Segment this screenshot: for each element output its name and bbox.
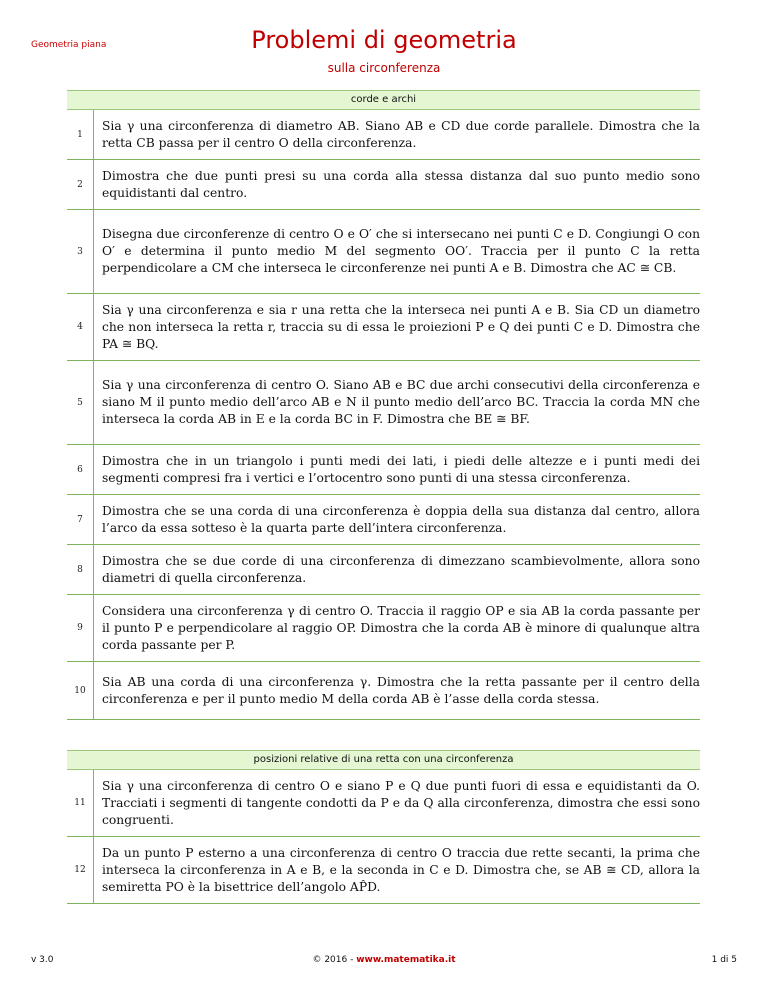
section-corde-archi (67, 90, 700, 720)
problem-text: Dimostra che due punti presi su una corda alla stessa distanza dal suo punto medio sono equidistanti dal centro. (102, 168, 700, 200)
problem-number: 1 (67, 110, 94, 159)
problem-text: Disegna due circonferenze di centro O e O′ che si intersecano nei punti C e D. Congiungi O con O′ e determina il punto medio M del segmento OO′. Traccia per il punto C la retta perpendicolare a CM che interseca le circonferenze nei punti A e B. Dimostra che AC ≅ CB. (102, 227, 700, 275)
problem-row (67, 110, 700, 160)
footer-copyright (0, 955, 768, 965)
problem-number: 7 (67, 495, 94, 544)
problem-number: 9 (67, 595, 94, 661)
problem-number: 4 (67, 294, 94, 360)
page-title: Problemi di geometria (251, 26, 517, 54)
problem-row (67, 545, 700, 595)
problem-row (67, 770, 700, 837)
problem-row (67, 160, 700, 210)
problem-row (67, 294, 700, 361)
problem-row (67, 662, 700, 720)
page-subtitle: sulla circonferenza (327, 61, 441, 75)
problem-row (67, 445, 700, 495)
problem-text: Dimostra che se due corde di una circonferenza di dimezzano scambievolmente, allora sono diametri di quella circonferenza. (102, 553, 700, 585)
problem-text: Sia AB una corda di una circonferenza γ. Dimostra che la retta passante per il centro della circonferenza e per il punto medio M della corda AB è l’asse della corda stessa. (102, 674, 700, 706)
problem-number: 12 (67, 837, 94, 903)
problem-text: Sia γ una circonferenza di centro O e siano P e Q due punti fuori di essa e equidistanti da O. Tracciati i segmenti di tangente condotti da P e da Q alla circonferenza, dimostra che essi sono congruenti. (102, 778, 700, 827)
problem-row (67, 595, 700, 662)
problem-number: 6 (67, 445, 94, 494)
section-posizioni-relative (67, 750, 700, 904)
problem-number: 5 (67, 361, 94, 444)
page-number: 1 di 5 (711, 955, 737, 965)
problem-text: Dimostra che se una corda di una circonferenza è doppia della sua distanza dal centro, allora l’arco da essa sotteso è la quarta parte dell’intera circonferenza. (102, 503, 700, 535)
problem-text: Considera una circonferenza γ di centro O. Traccia il raggio OP e sia AB la corda passante per il punto P e perpendicolare al raggio OP. Dimostra che la corda AB è minore di qualunque altra corda passante per P. (102, 603, 700, 652)
problem-number: 8 (67, 545, 94, 594)
problem-row (67, 210, 700, 294)
problem-number: 2 (67, 160, 94, 209)
problem-row (67, 495, 700, 545)
topic-label: Geometria piana (31, 40, 107, 50)
version-label: v 3.0 (31, 955, 54, 965)
problem-row (67, 837, 700, 904)
problem-text: Dimostra che in un triangolo i punti medi dei lati, i piedi delle altezze e i punti medi dei segmenti compresi fra i vertici e l’ortocentro sono punti di una stessa circonferenza. (102, 453, 700, 485)
section-title: corde e archi (67, 90, 700, 110)
site-link[interactable]: www.matematika.it (356, 955, 456, 965)
problem-row (67, 361, 700, 445)
problem-text: Sia γ una circonferenza e sia r una retta che la interseca nei punti A e B. Sia CD un diametro che non interseca la retta r, traccia su di essa le proiezioni P e Q dei punti C e D. Dimostra che PA ≅ BQ. (102, 302, 700, 351)
problem-text: Da un punto P esterno a una circonferenza di centro O traccia due rette secanti, la prima che interseca la circonferenza in A e B, e la seconda in C e D. Dimostra che, se AB ≅ CD, allora la semiretta PO è la bisettrice dell’angolo AP̂D. (102, 845, 700, 894)
problem-number: 3 (67, 210, 94, 293)
problem-number: 11 (67, 770, 94, 836)
problem-text: Sia γ una circonferenza di centro O. Siano AB e BC due archi consecutivi della circonferenza e siano M il punto medio dell’arco AB e N il punto medio dell’arco BC. Traccia la corda MN che interseca la corda AB in E e la corda BC in F. Dimostra che BE ≅ BF. (102, 378, 700, 426)
problem-text: Sia γ una circonferenza di diametro AB. Siano AB e CD due corde parallele. Dimostra che la retta CB passa per il centro O della circonferenza. (102, 118, 700, 150)
copyright-text: © 2016 - (312, 955, 357, 965)
section-title: posizioni relative di una retta con una circonferenza (67, 750, 700, 770)
problem-number: 10 (67, 662, 94, 719)
